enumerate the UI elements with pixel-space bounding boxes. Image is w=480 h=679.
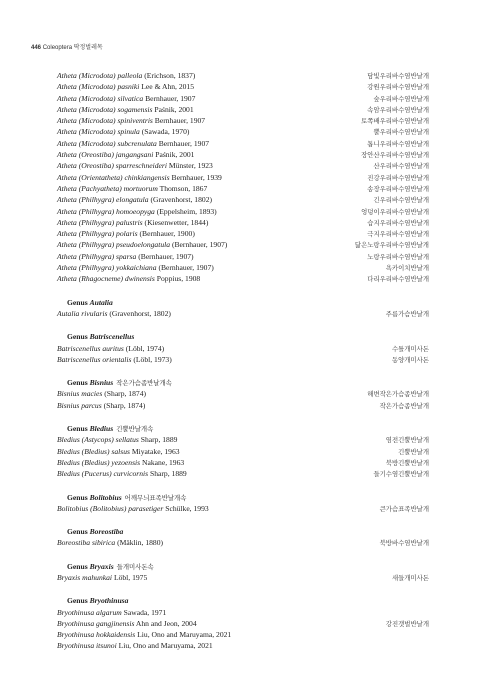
species-name: Atheta (Microdota) sogamensis <box>57 104 153 114</box>
species-row <box>57 149 429 160</box>
korean-name: 큰가슴표족반날개 <box>379 504 429 513</box>
species-row <box>57 308 429 319</box>
species-row <box>57 468 429 479</box>
species-author: (Löbl, 1973) <box>133 354 172 364</box>
species-row <box>57 400 429 411</box>
species-name: Bisnius parcus <box>57 400 102 410</box>
species-author: Liu, Ono and Maruyama, 2021 <box>137 630 232 640</box>
species-row <box>57 126 429 137</box>
species-row <box>57 572 429 583</box>
genus-korean-name: 들개미사돈속 <box>116 562 154 571</box>
species-author: Lee & Ahn, 2015 <box>141 82 195 92</box>
korean-name: 다리우리바수염반날개 <box>367 275 429 284</box>
species-author: Sawada, 1971 <box>123 607 167 617</box>
species-row <box>57 217 429 228</box>
species-row <box>57 354 429 365</box>
genus-heading <box>67 526 429 537</box>
genus-korean-name: 작은가슴좀반날개속 <box>116 379 172 388</box>
species-name: Atheta (Rhagocneme) dwinensis <box>57 274 155 284</box>
species-row <box>57 618 429 629</box>
species-author: (Sharp, 1874) <box>103 400 146 410</box>
species-row <box>57 251 429 262</box>
species-name: Atheta (Microdota) silvatica <box>57 93 144 103</box>
species-name: Atheta (Philhygra) yokkaichiana <box>57 263 157 273</box>
species-name: Atheta (Microdota) pasniki <box>57 82 140 92</box>
scientific-name <box>57 618 197 629</box>
species-author: Bernhauer, 1907 <box>145 93 196 103</box>
species-author: Bernhauer, 1939 <box>171 172 222 182</box>
running-title: Coleoptera 딱정벌레목 <box>42 45 103 51</box>
species-name: Bisnius macies <box>57 389 103 399</box>
scientific-name <box>57 343 164 354</box>
scientific-name <box>57 446 180 457</box>
genus-heading <box>67 331 429 342</box>
korean-name: 장안산우리바수염반날개 <box>361 151 429 160</box>
korean-name: 주름가슴반날개 <box>385 309 429 318</box>
species-author: Schülke, 1993 <box>165 503 209 513</box>
species-name: Bledius (Bledius) salsus <box>57 446 130 456</box>
species-name: Bledius (Astycops) sellatus <box>57 435 139 445</box>
species-author: Sharp, 1889 <box>140 435 178 445</box>
scientific-name <box>57 183 207 194</box>
species-author: Paśnik, 2001 <box>154 104 194 114</box>
species-author: (Bernhauer, 1907) <box>138 251 194 261</box>
scientific-name <box>57 400 145 411</box>
species-name: Bolitobius (Bolitobius) parasetiger <box>57 503 164 513</box>
species-name: Batriscenellus auritus <box>57 343 124 353</box>
species-row <box>57 160 429 171</box>
species-row <box>57 81 429 92</box>
genus-word: Genus <box>67 527 88 537</box>
genus-word: Genus <box>67 378 88 388</box>
species-author: Ahn and Jeon, 2004 <box>135 618 197 628</box>
species-name: Boreostiba sibirica <box>57 538 116 548</box>
genus-name: Batriscenellus <box>89 332 135 342</box>
scientific-name <box>57 457 184 468</box>
species-name: Atheta (Microdota) spiniventris <box>57 116 153 126</box>
species-author: Münster, 1923 <box>168 161 213 171</box>
korean-name: 염전긴뿔반날개 <box>385 436 429 445</box>
species-name: Bryothinusa itsunoi <box>57 641 117 651</box>
species-name: Atheta (Microdota) palleola <box>57 71 143 80</box>
species-name: Bledius (Bledius) yezoensis <box>57 457 141 467</box>
scientific-name <box>57 629 231 640</box>
scientific-name <box>57 262 214 273</box>
scientific-name <box>57 640 213 651</box>
species-name: Atheta (Philhygra) sparsa <box>57 251 137 261</box>
scientific-name <box>57 503 209 514</box>
genus-word: Genus <box>67 297 88 307</box>
scientific-name <box>57 537 163 548</box>
species-row <box>57 239 429 250</box>
scientific-name <box>57 126 189 137</box>
species-row <box>57 537 429 548</box>
species-author: (Bernhauer, 1907) <box>171 240 228 250</box>
species-author: (Bernhauer, 1900) <box>139 229 195 239</box>
genus-name: Bledius <box>89 424 114 434</box>
scientific-name <box>57 160 213 171</box>
korean-name: 수틀개미사돈 <box>391 344 429 353</box>
scientific-name <box>57 115 205 126</box>
species-name: Atheta (Orientatheta) chinkiangensis <box>57 172 170 182</box>
korean-name: 동양개미사돈 <box>391 355 429 364</box>
species-author: Bernhauer, 1907 <box>154 116 206 126</box>
genus-name: Bolitobius <box>89 492 122 502</box>
species-author: Liu, Ono and Maruyama, 2021 <box>118 641 213 651</box>
scientific-name <box>57 388 146 399</box>
species-name: Batriscenellus orientalis <box>57 354 132 364</box>
korean-name: 새들개미사돈 <box>391 573 429 582</box>
species-row <box>57 273 429 284</box>
scientific-name <box>57 228 195 239</box>
species-name: Atheta (Oreostiba) jangangsani <box>57 150 154 160</box>
genus-name: Boreostiba <box>89 527 124 537</box>
page-header <box>31 42 103 51</box>
species-row <box>57 457 429 468</box>
species-author: (Bernhauer, 1907) <box>158 263 214 273</box>
species-list <box>57 70 429 652</box>
scientific-name <box>57 149 194 160</box>
genus-korean-name: 긴뿔반날개속 <box>116 425 154 434</box>
korean-name: 강원우리바수염반날개 <box>367 83 429 92</box>
scientific-name <box>57 93 195 104</box>
scientific-name <box>57 572 147 583</box>
species-author: Paśnik, 2001 <box>155 150 195 160</box>
species-name: Atheta (Philhygra) elongatula <box>57 195 149 205</box>
korean-name: 노랑우리바수염반날개 <box>367 252 429 261</box>
species-name: Bryothinusa hokkaidensis <box>57 630 136 640</box>
korean-name: 북방긴뿔반날개 <box>385 458 429 467</box>
korean-name: 작은가슴좀반날개 <box>379 401 429 410</box>
korean-name: 극지우리바수염반날개 <box>367 230 429 239</box>
korean-name: 긴뿔반날개 <box>398 447 429 456</box>
species-author: (Mäklin, 1880) <box>117 538 164 548</box>
genus-word: Genus <box>67 561 88 571</box>
species-name: Atheta (Oreostiba) sparreschneideri <box>57 161 167 171</box>
scientific-name <box>57 251 194 262</box>
species-author: Miyatake, 1963 <box>131 446 180 456</box>
species-author: Sharp, 1889 <box>150 469 187 479</box>
korean-name: 닮은노랑우리바수염반날개 <box>354 241 429 250</box>
genus-korean-name: 어깨무늬표족반날개속 <box>124 493 187 502</box>
genus-name: Autalia <box>89 297 113 307</box>
korean-name: 속암우리바수염반날개 <box>367 105 429 114</box>
species-row <box>57 138 429 149</box>
species-row <box>57 194 429 205</box>
species-row <box>57 93 429 104</box>
species-name: Autalia rivularis <box>57 308 108 318</box>
species-author: (Sawada, 1970) <box>141 127 190 137</box>
genus-word: Genus <box>67 332 88 342</box>
korean-name: 해변작은가슴좀반날개 <box>367 390 429 399</box>
genus-heading <box>67 423 429 434</box>
species-name: Atheta (Microdota) subcrenulata <box>57 138 157 148</box>
species-name: Atheta (Philhygra) palustris <box>57 217 143 227</box>
scientific-name <box>57 172 222 183</box>
genus-heading <box>67 492 429 503</box>
species-author: (Sharp, 1874) <box>104 389 147 399</box>
scientific-name <box>57 434 177 445</box>
korean-name: 긴우리바수염반날개 <box>373 196 429 205</box>
species-author: Bernhauer, 1907 <box>158 138 210 148</box>
species-name: Bledius (Pucerus) curvicornis <box>57 469 149 479</box>
scientific-name <box>57 81 194 92</box>
page-number: 446 <box>31 45 42 51</box>
species-author: (Löbl, 1974) <box>125 343 165 353</box>
korean-name: 담빛우리바수염반날개 <box>367 72 429 80</box>
korean-name: 욕카이치반날개 <box>385 264 429 273</box>
scientific-name <box>57 607 166 618</box>
species-row <box>57 104 429 115</box>
scientific-name <box>57 104 194 115</box>
korean-name: 산우리바수염반날개 <box>373 162 429 171</box>
species-author: Löbl, 1975 <box>113 572 148 582</box>
species-row <box>57 446 429 457</box>
genus-word: Genus <box>67 596 88 606</box>
korean-name: 진강우리바수염반날개 <box>367 173 429 182</box>
species-row <box>57 388 429 399</box>
korean-name: 송장우리바수염반날개 <box>367 184 429 193</box>
species-author: (Eppelsheim, 1893) <box>156 206 217 216</box>
species-author: (Gravenhorst, 1802) <box>109 308 171 318</box>
scientific-name <box>57 138 209 149</box>
species-row <box>57 503 429 514</box>
scientific-name <box>57 194 212 205</box>
genus-name: Bryaxis <box>89 561 114 571</box>
genus-name: Bisnius <box>89 378 114 388</box>
genus-word: Genus <box>67 424 88 434</box>
genus-heading <box>67 595 429 606</box>
species-author: (Gravenhorst, 1802) <box>150 195 213 205</box>
korean-name: 북방바수염반날개 <box>379 539 429 548</box>
genus-name: Bryothinusa <box>89 596 129 606</box>
species-name: Atheta (Pachyatheta) mortuorum <box>57 183 158 193</box>
species-author: Nakane, 1963 <box>142 457 185 467</box>
species-name: Atheta (Microdota) spinula <box>57 127 140 137</box>
species-row <box>57 434 429 445</box>
species-author: (Kiesenwetter, 1844) <box>144 217 209 227</box>
genus-word: Genus <box>67 492 88 502</box>
species-row <box>57 183 429 194</box>
scientific-name <box>57 468 187 479</box>
species-name: Atheta (Philhygra) pseudoelongatula <box>57 240 171 250</box>
scientific-name <box>57 273 200 284</box>
species-name: Atheta (Philhygra) polaris <box>57 229 138 239</box>
species-row <box>57 343 429 354</box>
species-row <box>57 640 429 651</box>
species-author: (Erichson, 1837) <box>144 71 196 80</box>
scientific-name <box>57 70 195 81</box>
scientific-name <box>57 239 227 250</box>
species-row <box>57 172 429 183</box>
genus-heading <box>67 297 429 308</box>
species-name: Bryaxis mahunkai <box>57 572 113 582</box>
korean-name: 엉덩이우리바수염반날개 <box>361 207 429 216</box>
species-author: Thomson, 1867 <box>159 183 208 193</box>
korean-name: 토쪽배우리바수염반날개 <box>361 117 429 126</box>
species-row <box>57 262 429 273</box>
scientific-name <box>57 217 208 228</box>
genus-heading <box>67 561 429 572</box>
species-name: Bryothinusa algarum <box>57 607 122 617</box>
species-name: Atheta (Philhygra) homoeopyga <box>57 206 155 216</box>
species-row <box>57 206 429 217</box>
species-row <box>57 607 429 618</box>
korean-name: 습지우리바수염반날개 <box>367 218 429 227</box>
scientific-name <box>57 308 171 319</box>
species-row <box>57 115 429 126</box>
scientific-name <box>57 354 172 365</box>
korean-name: 뿔우리바수염반날개 <box>373 128 429 137</box>
species-row <box>57 70 429 81</box>
genus-heading <box>67 377 429 388</box>
scientific-name <box>57 206 217 217</box>
korean-name: 들기수염긴뿔반날개 <box>373 470 429 479</box>
korean-name: 숲우리바수염반날개 <box>373 94 429 103</box>
korean-name: 톱니우리바수염반날개 <box>367 139 429 148</box>
species-author: Poppius, 1908 <box>156 274 201 284</box>
species-name: Bryothinusa gangjinensis <box>57 618 135 628</box>
korean-name: 강진갯벌반날개 <box>385 619 429 628</box>
species-row <box>57 629 429 640</box>
species-row <box>57 228 429 239</box>
